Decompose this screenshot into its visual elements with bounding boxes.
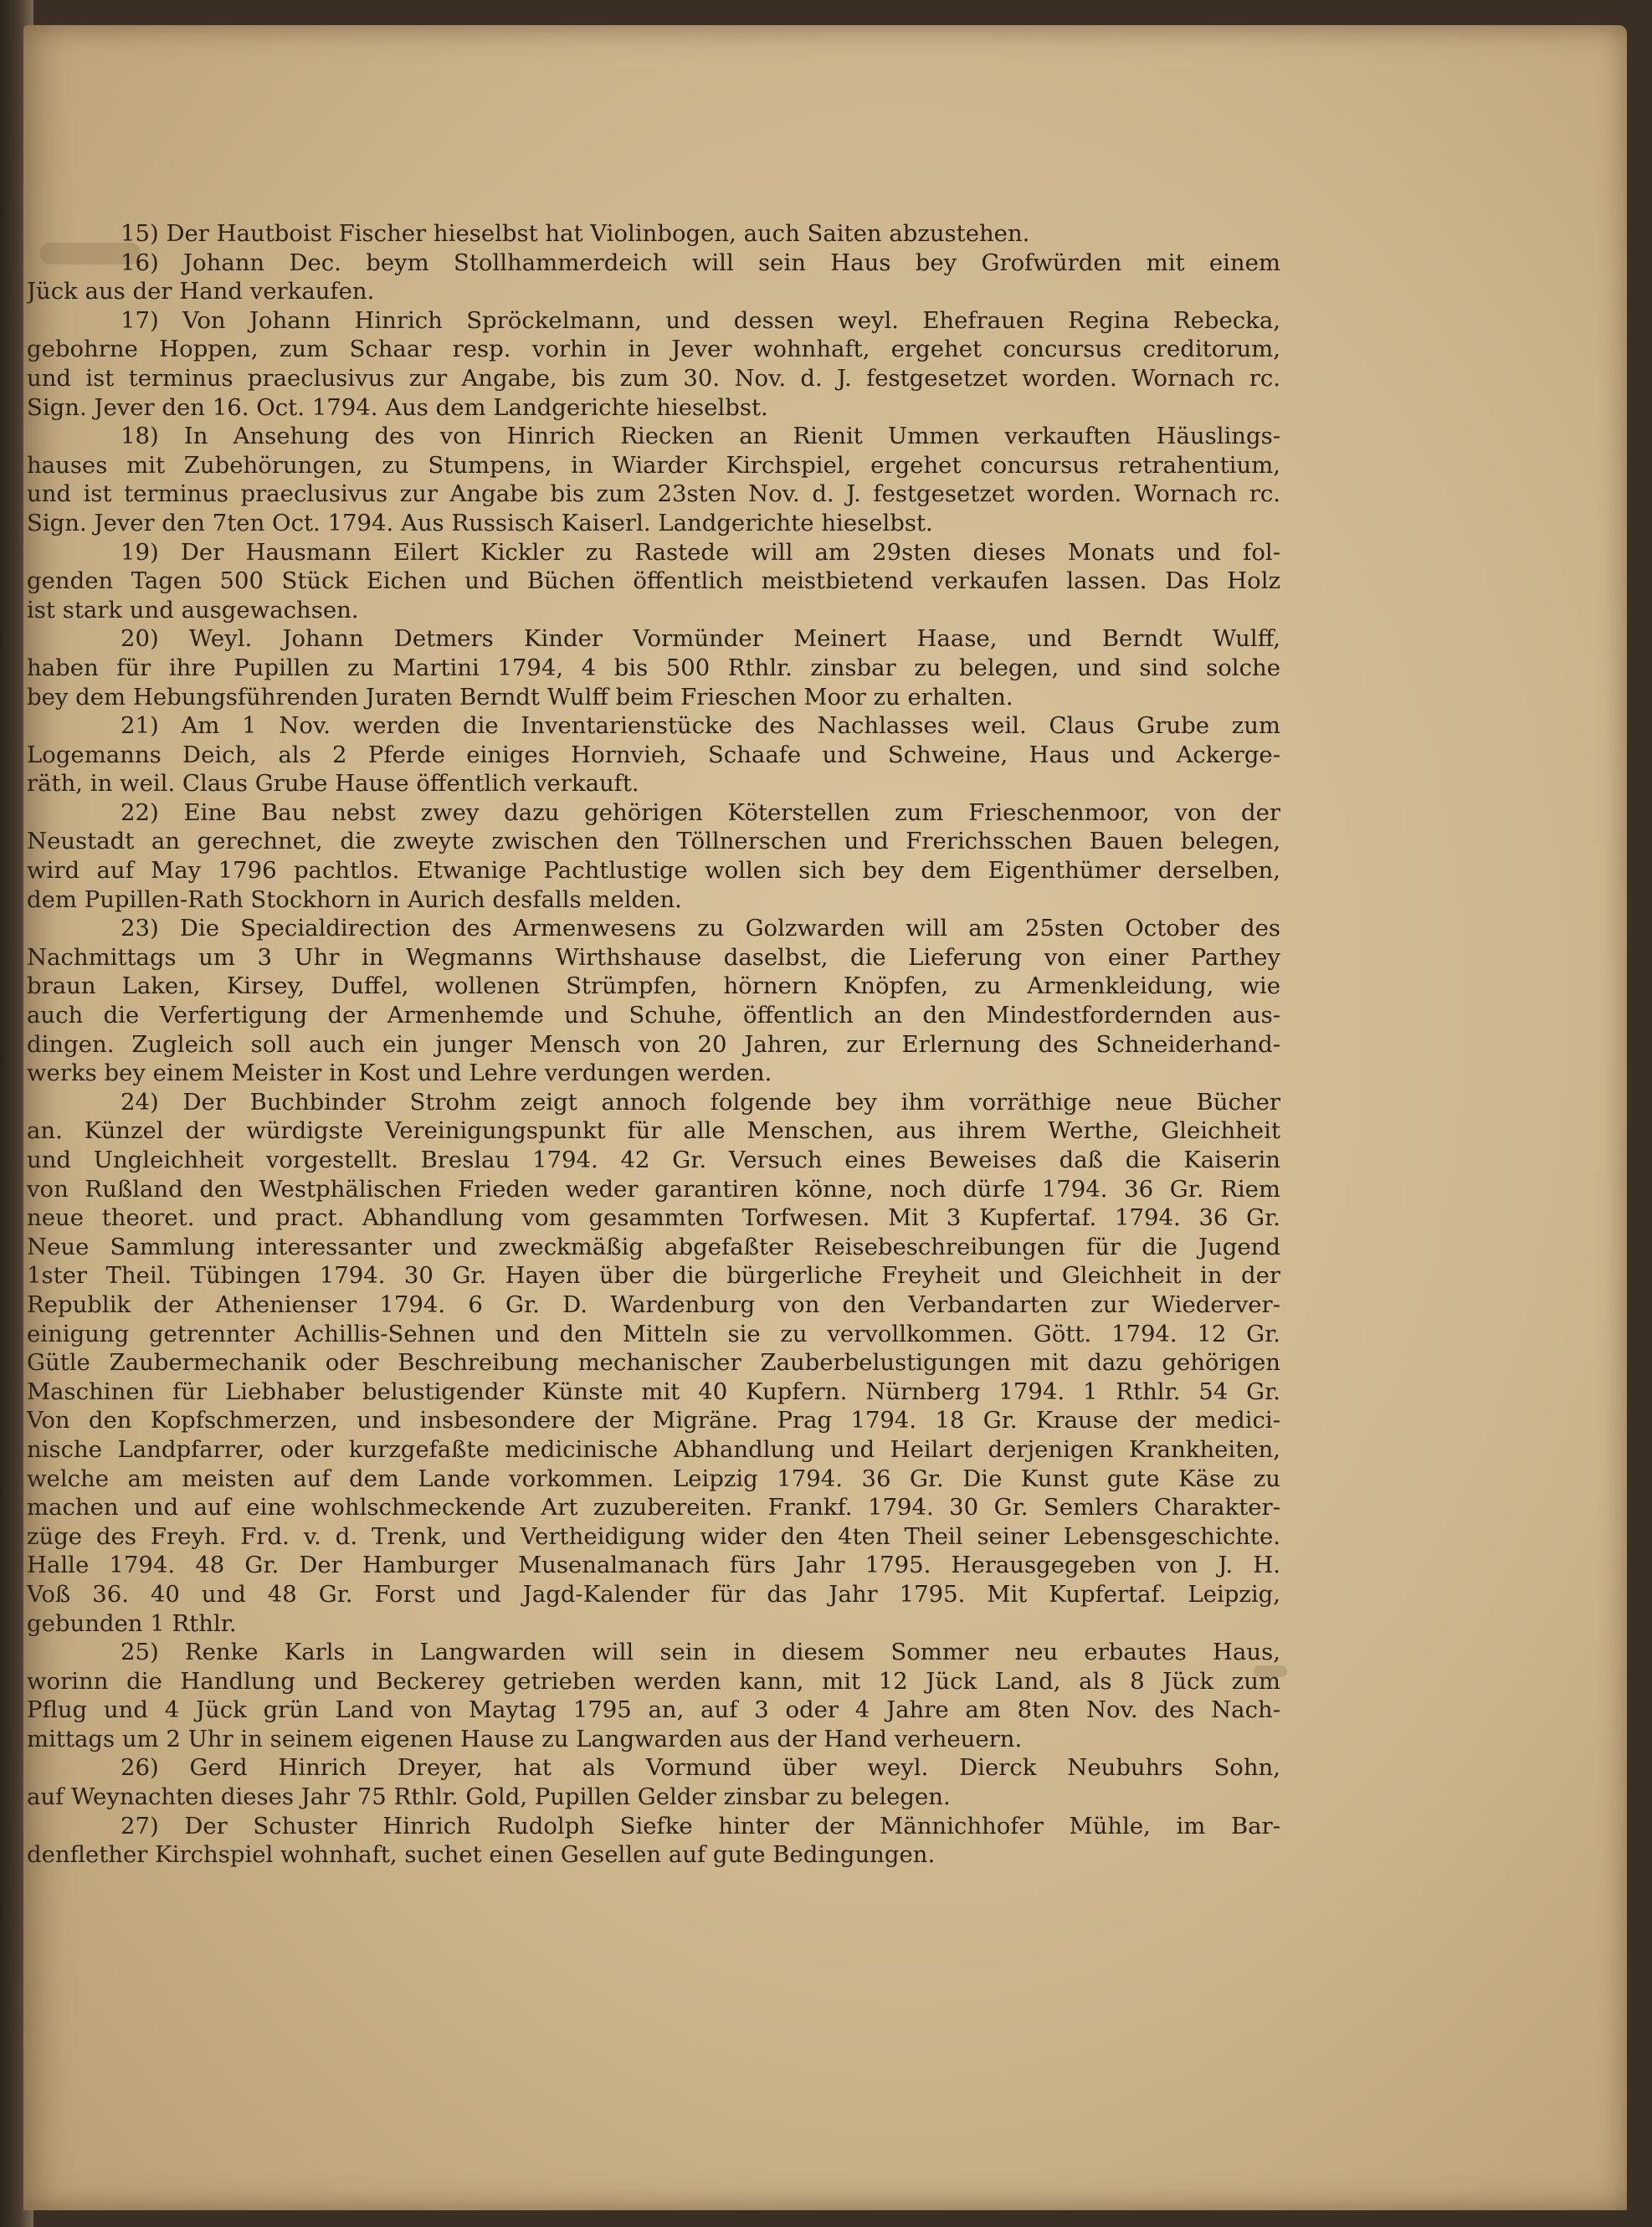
notice-line: Neue Sammlung interessanter und zweckmäßig abgefaßter Reisebeschreibungen für die Jugend [27,1233,1280,1260]
notice-line: nische Landpfarrer, oder kurzgefaßte medicinische Abhandlung und Heilart derjenigen Krankheiten, [27,1435,1280,1463]
notice-line: Logemanns Deich, als 2 Pferde einiges Hornvieh, Schaafe und Schweine, Haus und Ackerge- [27,741,1280,768]
notice-entry [27,798,1280,914]
notice-first-line: 23) Die Specialdirection des Armenwesens zu Golzwarden will am 25sten October des [121,915,1280,942]
notice-line: auf Weynachten dieses Jahr 75 Rthlr. Gold, Pupillen Gelder zinsbar zu belegen. [27,1783,951,1811]
notice-first-line: 22) Eine Bau nebst zwey dazu gehörigen Köterstellen zum Frieschenmoor, von der [121,798,1280,826]
notice-line: und ist terminus praeclusivus zur Angabe bis zum 23sten Nov. d. J. festgesetzet worden. Wornach rc. [27,480,1280,508]
notice-line: Halle 1794. 48 Gr. Der Hamburger Musenalmanach fürs Jahr 1795. Herausgegeben von J. H. [27,1552,1280,1579]
notice-first-line: 19) Der Hausmann Eilert Kickler zu Rastede will am 29sten dieses Monats und fol- [121,538,1280,566]
notice-line: worinn die Handlung und Beckerey getrieben werden kann, mit 12 Jück Land, als 8 Jück zum [27,1667,1280,1695]
notice-first-line: 24) Der Buchbinder Strohm zeigt annoch folgende bey ihm vorräthige neue Bücher [121,1088,1280,1116]
notice-line: gebohrne Hoppen, zum Schaar resp. vorhin in Jever wohnhaft, ergehet concursus creditorum, [27,336,1280,363]
notice-line: haben für ihre Pupillen zu Martini 1794, 4 bis 500 Rthlr. zinsbar zu belegen, und sind solche [27,654,1280,681]
notice-entry [27,1638,1280,1753]
notice-line: dingen. Zugleich soll auch ein junger Mensch von 20 Jahren, zur Erlernung des Schneiderhand- [27,1030,1280,1058]
notice-line: Maschinen für Liebhaber belustigender Künste mit 40 Kupfern. Nürnberg 1794. 1 Rthlr. 54 Gr. [27,1378,1280,1405]
notice-line: braun Laken, Kirsey, Duffel, wollenen Strümpfen, hörnern Knöpfen, zu Armenkleidung, wie [27,972,1280,1000]
notice-first-line: 20) Weyl. Johann Detmers Kinder Vormünder Meinert Haase, und Berndt Wulff, [121,625,1280,653]
notice-first-line: 17) Von Johann Hinrich Spröckelmann, und dessen weyl. Ehefrauen Regina Rebecka, [121,306,1280,334]
notice-line: Voß 36. 40 und 48 Gr. Forst und Jagd-Kalender für das Jahr 1795. Mit Kupfertaf. Leipzig, [27,1580,1280,1608]
notice-entry [27,624,1280,711]
document-text [27,219,1280,1870]
notice-line: bey dem Hebungsführenden Juraten Berndt Wulff beim Frieschen Moor zu erhalten. [27,683,1013,711]
notice-entry [27,249,1280,306]
notice-first-line: 27) Der Schuster Hinrich Rudolph Siefke hinter der Männichhofer Mühle, im Bar- [121,1812,1280,1840]
notice-line: 1ster Theil. Tübingen 1794. 30 Gr. Hayen über die bürgerliche Freyheit und Gleichheit in der [27,1262,1280,1290]
notice-first-line: 21) Am 1 Nov. werden die Inventarienstücke des Nachlasses weil. Claus Grube zum [121,712,1280,740]
notice-line: neue theoret. und pract. Abhandlung vom gesammten Torfwesen. Mit 3 Kupfertaf. 1794. 36 Gr. [27,1204,1280,1232]
notice-first-line: 25) Renke Karls in Langwarden will sein in diesem Sommer neu erbautes Haus, [121,1639,1280,1666]
notice-line: machen und auf eine wohlschmeckende Art zuzubereiten. Frankf. 1794. 30 Gr. Semlers Charakter- [27,1494,1280,1521]
notice-line: hauses mit Zubehörungen, zu Stumpens, in Wiarder Kirchspiel, ergehet concursus retrahentium, [27,451,1280,479]
notice-entry [27,711,1280,798]
notice-line: Republik der Athenienser 1794. 6 Gr. D. Wardenburg von den Verbandarten zur Wiederver- [27,1291,1280,1318]
notice-line: gebunden 1 Rthlr. [27,1609,237,1637]
notice-line: Sign. Jever den 16. Oct. 1794. Aus dem Landgerichte hieselbst. [27,393,768,421]
notice-line: wird auf May 1796 pachtlos. Etwanige Pachtlustige wollen sich bey dem Eigenthümer derselben, [27,857,1280,885]
notice-line: auch die Verfertigung der Armenhemde und Schuhe, öffentlich an den Mindestfordernden aus- [27,1002,1280,1029]
notice-entry [27,422,1280,537]
notice-line: genden Tagen 500 Stück Eichen und Büchen öffentlich meistbietend verkaufen lassen. Das Holz [27,567,1280,595]
notice-first-line: 16) Johann Dec. beym Stollhammerdeich will sein Haus bey Grofwürden mit einem [121,249,1280,276]
notice-line: Nachmittags um 3 Uhr in Wegmanns Wirthshause daselbst, die Lieferung von einer Parthey [27,943,1280,971]
notice-entry [27,219,1280,249]
notice-line: und Ungleichheit vorgestellt. Breslau 1794. 42 Gr. Versuch eines Beweises daß die Kaiserin [27,1147,1280,1173]
notice-entry [27,1753,1280,1811]
notice-line: züge des Freyh. Frd. v. d. Trenk, und Vertheidigung wider den 4ten Theil seiner Lebensgeschichte. [27,1522,1280,1550]
notice-line: und ist terminus praeclusivus zur Angabe, bis zum 30. Nov. d. J. festgesetzet worden. Wornach rc. [27,364,1280,392]
notice-line: Jück aus der Hand verkaufen. [27,278,375,305]
notice-line: räth, in weil. Claus Grube Hause öffentlich verkauft. [27,770,639,798]
notice-line: mittags um 2 Uhr in seinem eigenen Hause zu Langwarden aus der Hand verheuern. [27,1725,1023,1752]
notice-entry [27,914,1280,1088]
notice-line: von Rußland den Westphälischen Frieden weder garantiren könne, noch dürfe 1794. 36 Gr. Riem [27,1175,1280,1203]
notice-line: einigung getrennter Achillis-Sehnen und den Mitteln sie zu vervollkommen. Gött. 1794. 12 Gr. [27,1320,1280,1347]
notice-entry [27,538,1280,625]
notice-entry [27,306,1280,422]
notice-line: Pflug und 4 Jück grün Land von Maytag 1795 an, auf 3 oder 4 Jahre am 8ten Nov. des Nach- [27,1696,1280,1724]
notice-first-line: 18) In Ansehung des von Hinrich Riecken an Rienit Ummen verkauften Häuslings- [121,423,1280,450]
notice-line: ist stark und ausgewachsen. [27,596,359,623]
notice-line: denflether Kirchspiel wohnhaft, suchet einen Gesellen auf gute Bedingungen. [27,1841,936,1869]
notice-line: Neustadt an gerechnet, die zweyte zwischen den Töllnerschen und Frerichsschen Bauen belegen, [27,828,1280,855]
notice-line: Gütle Zaubermechanik oder Beschreibung mechanischer Zauberbelustigungen mit dazu gehörigen [27,1349,1280,1377]
notice-entry [27,1088,1280,1638]
notice-entry [27,1812,1280,1870]
notice-line: Sign. Jever den 7ten Oct. 1794. Aus Russisch Kaiserl. Landgerichte hieselbst. [27,509,933,536]
notice-first-line: 26) Gerd Hinrich Dreyer, hat als Vormund über weyl. Dierck Neubuhrs Sohn, [121,1754,1280,1782]
notice-first-line: 15) Der Hautboist Fischer hieselbst hat Violinbogen, auch Saiten abzustehen. [121,220,1030,247]
notice-line: werks bey einem Meister in Kost und Lehre verdungen werden. [27,1060,772,1087]
notice-line: welche am meisten auf dem Lande vorkommen. Leipzig 1794. 36 Gr. Die Kunst gute Käse zu [27,1465,1280,1492]
notice-line: an. Künzel der würdigste Vereinigungspunkt für alle Menschen, aus ihrem Werthe, Gleichheit [27,1117,1280,1145]
notice-line: dem Pupillen-Rath Stockhorn in Aurich desfalls melden. [27,885,682,913]
notice-line: Von den Kopfschmerzen, und insbesondere der Migräne. Prag 1794. 18 Gr. Krause der medici- [27,1407,1280,1434]
